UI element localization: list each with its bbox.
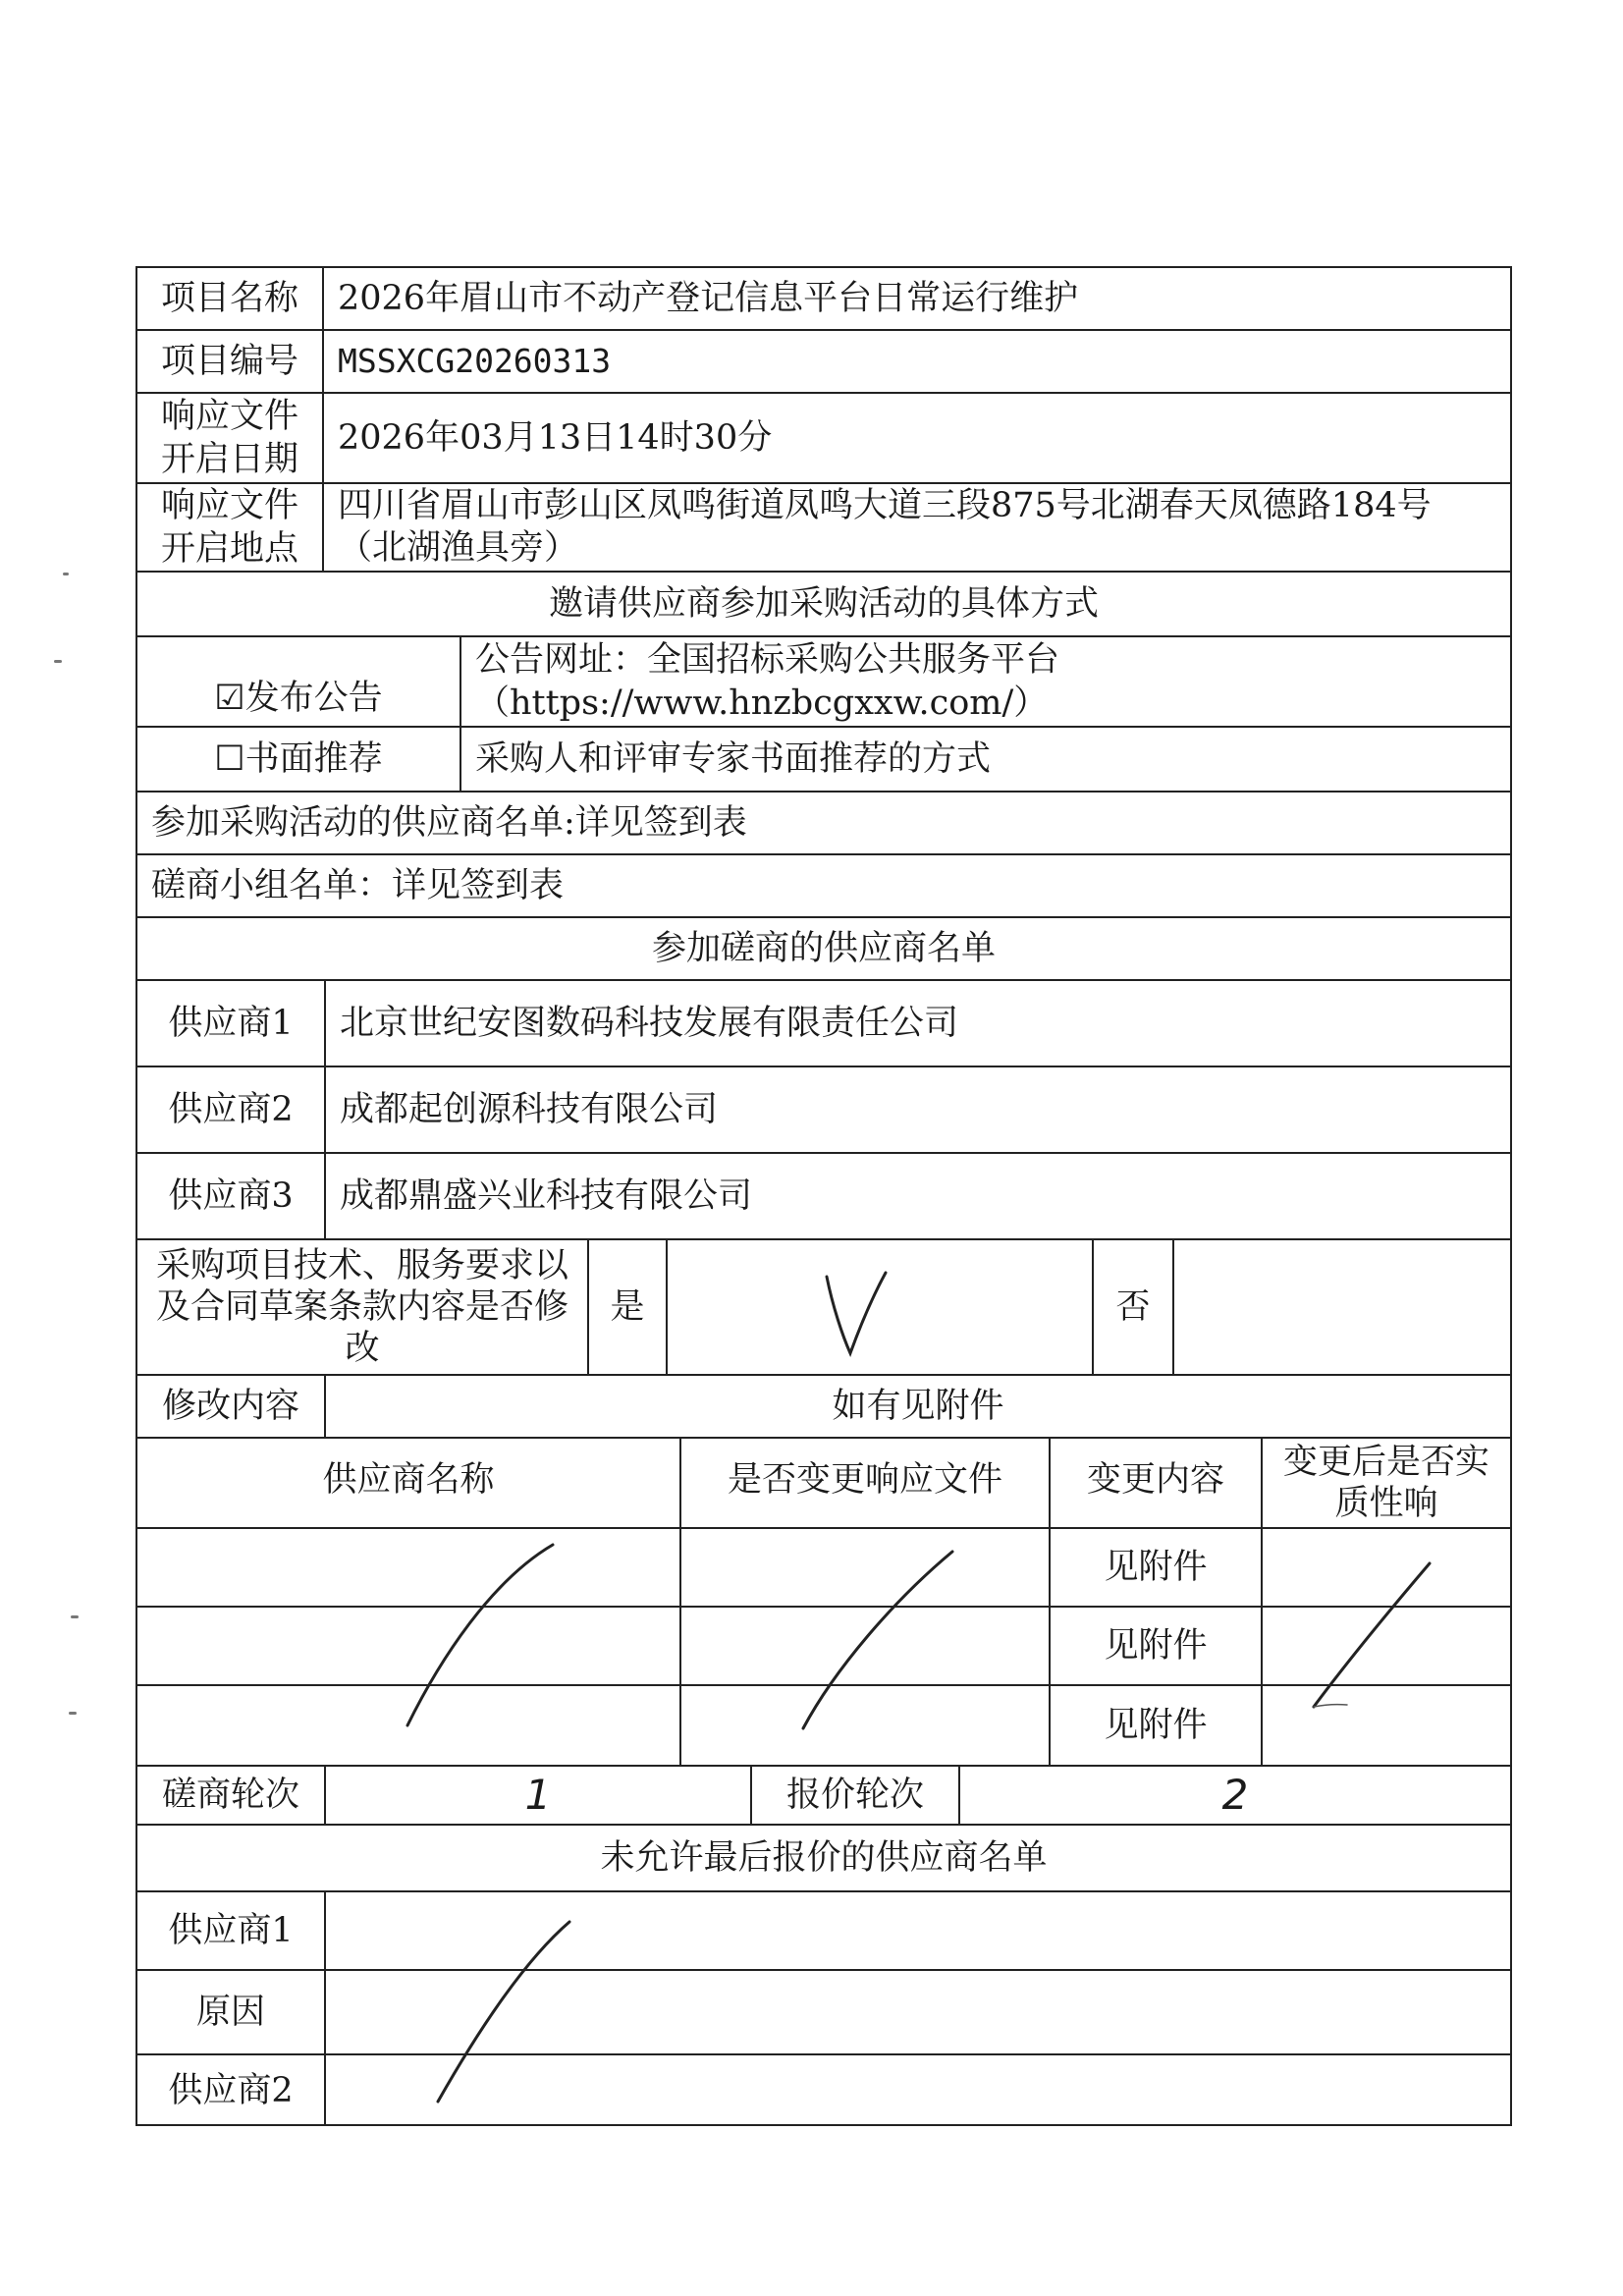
open-place-label: 响应文件开启地点 [135, 482, 322, 571]
supplier-2-name: 成都起创源科技有限公司 [324, 1066, 1510, 1152]
not-allowed-reason-label: 原因 [135, 1969, 324, 2053]
changes-content-cell-1: 见附件 [1049, 1527, 1261, 1606]
supplier-3-name: 成都鼎盛兴业科技有限公司 [324, 1152, 1510, 1238]
supplier-2-label: 供应商2 [135, 1066, 324, 1152]
scan-mark [54, 660, 62, 663]
changes-substantive-cell-1 [1261, 1527, 1510, 1606]
modification-question: 采购项目技术、服务要求以及合同草案条款内容是否修改 [135, 1238, 587, 1374]
not-allowed-supplier-1-label: 供应商1 [135, 1890, 324, 1969]
scan-mark [71, 1615, 79, 1618]
invite-option-announcement: ☑发布公告 [135, 635, 460, 726]
supplier-1-name: 北京世纪安图数码科技发展有限责任公司 [324, 979, 1510, 1066]
negotiation-rounds-label: 磋商轮次 [135, 1765, 324, 1824]
invite-heading: 邀请供应商参加采购活动的具体方式 [135, 571, 1510, 635]
scan-mark [63, 573, 69, 575]
changes-substantive-cell-2 [1261, 1606, 1510, 1684]
changes-content-cell-2: 见附件 [1049, 1606, 1261, 1684]
suppliers-heading: 参加磋商的供应商名单 [135, 916, 1510, 979]
invite-option-recommend: ☐书面推荐 [135, 726, 460, 791]
project-number-value: MSSXCG20260313 [322, 329, 1510, 392]
panel-list: 磋商小组名单：详见签到表 [135, 853, 1510, 916]
announcement-site-line: 公告网址：全国招标采购公共服务平台 [475, 640, 1060, 680]
table-bottom-border [135, 2124, 1512, 2126]
modification-yes-checkbox [666, 1238, 1092, 1374]
changes-header-changed: 是否变更响应文件 [679, 1437, 1049, 1527]
project-number-label: 项目编号 [135, 329, 322, 392]
supplier-3-label: 供应商3 [135, 1152, 324, 1238]
changes-content-cell-3: 见附件 [1049, 1684, 1261, 1765]
invite-option-recommend-detail: 采购人和评审专家书面推荐的方式 [460, 726, 1510, 791]
not-allowed-supplier-2-label: 供应商2 [135, 2053, 324, 2126]
changes-changed-cell-1 [679, 1527, 1049, 1606]
changes-header-substantive: 变更后是否实质性响 [1261, 1437, 1510, 1527]
modification-no-checkbox [1172, 1238, 1510, 1374]
quote-rounds-label: 报价轮次 [750, 1765, 958, 1824]
modification-no-label: 否 [1092, 1238, 1172, 1374]
scan-mark [69, 1712, 77, 1715]
changes-supplier-cell-3 [135, 1684, 679, 1765]
open-date-label: 响应文件开启日期 [135, 392, 322, 482]
project-name-value: 2026年眉山市不动产登记信息平台日常运行维护 [322, 266, 1510, 329]
not-allowed-supplier-2-value [324, 2053, 1510, 2126]
invite-option-announcement-detail [460, 635, 1510, 726]
announcement-url-line: （https://www.hnzbcgxxw.com/） [475, 683, 1049, 723]
changes-substantive-cell-3 [1261, 1684, 1510, 1765]
participants-list: 参加采购活动的供应商名单:详见签到表 [135, 791, 1510, 853]
modification-content-value: 如有见附件 [324, 1374, 1510, 1437]
changes-supplier-cell-1 [135, 1527, 679, 1606]
open-place-value: 四川省眉山市彭山区凤鸣街道凤鸣大道三段875号北湖春天凤德路184号（北湖渔具旁） [322, 482, 1510, 571]
negotiation-rounds-value: 1 [324, 1765, 750, 1824]
quote-rounds-value: 2 [958, 1765, 1510, 1824]
project-name-label: 项目名称 [135, 266, 322, 329]
changes-changed-cell-2 [679, 1606, 1049, 1684]
changes-supplier-cell-2 [135, 1606, 679, 1684]
changes-header-supplier: 供应商名称 [135, 1437, 679, 1527]
not-allowed-heading: 未允许最后报价的供应商名单 [135, 1824, 1510, 1890]
modification-yes-label: 是 [587, 1238, 666, 1374]
modification-content-label: 修改内容 [135, 1374, 324, 1437]
changes-header-content: 变更内容 [1049, 1437, 1261, 1527]
supplier-1-label: 供应商1 [135, 979, 324, 1066]
changes-changed-cell-3 [679, 1684, 1049, 1765]
not-allowed-supplier-1-value [324, 1890, 1510, 1969]
not-allowed-reason-value [324, 1969, 1510, 2053]
open-date-value: 2026年03月13日14时30分 [322, 392, 1510, 482]
table-right-border [1510, 266, 1512, 2126]
